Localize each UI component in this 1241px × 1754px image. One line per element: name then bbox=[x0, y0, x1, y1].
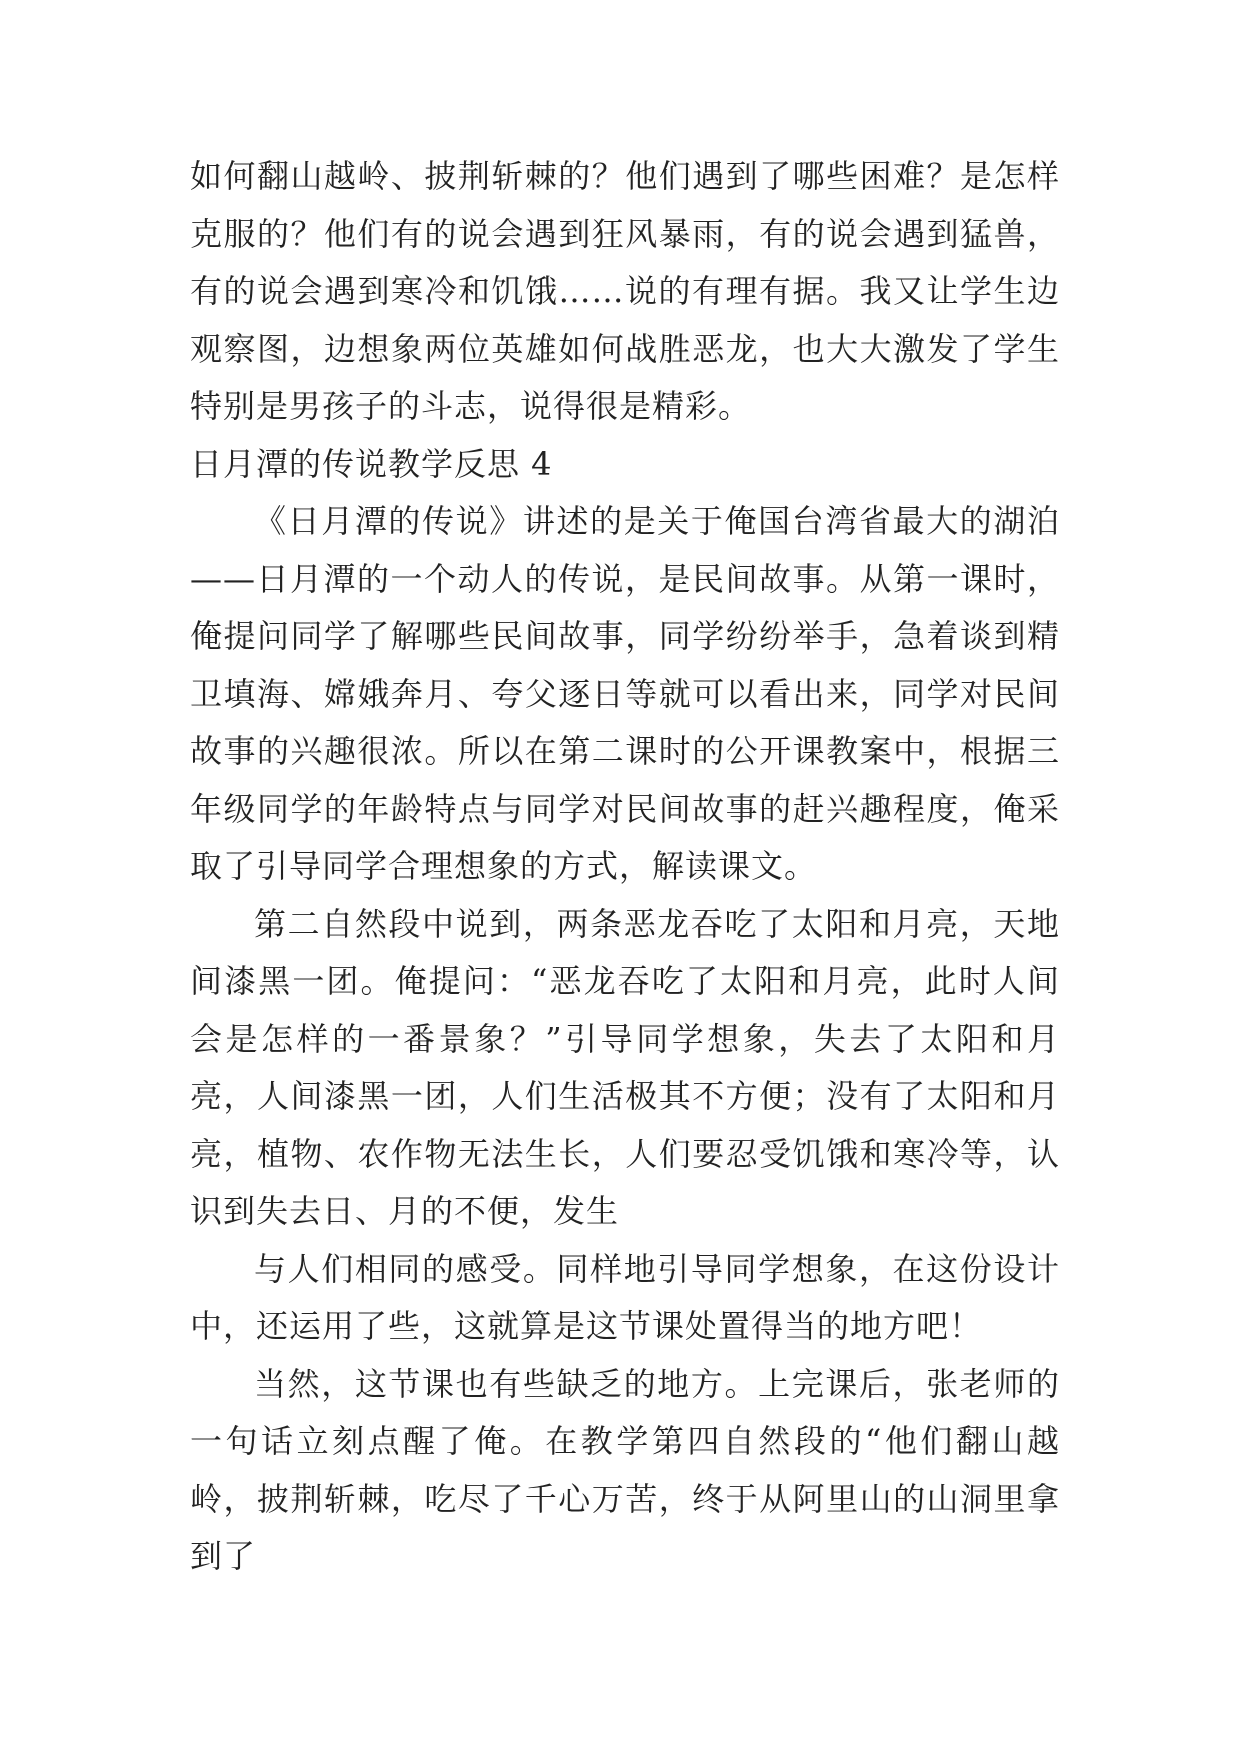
paragraph-continuation: 如何翻山越岭、披荆斩棘的？他们遇到了哪些困难？是怎样克服的？他们有的说会遇到狂风暴雨，有的说会遇到猛兽，有的说会遇到寒冷和饥饿……说的有理有据。我又让学生边观察图，边想象两位英雄如何战胜恶龙，也大大激发了学生特别是男孩子的斗志，说得很是精彩。 bbox=[190, 157, 1060, 425]
paragraph-shortcomings: 当然，这节课也有些缺乏的地方。上完课后，张老师的一句话立刻点醒了俺。在教学第四自然段的“他们翻山越岭，披荆斩棘，吃尽了千心万苦，终于从阿里山的山洞里拿到了 bbox=[190, 1364, 1060, 1575]
paragraph-feeling: 与人们相同的感受。同样地引导同学想象，在这份设计中，还运用了些，这就算是这节课处置得当的地方吧！ bbox=[190, 1249, 1060, 1345]
paragraph-second-section: 第二自然段中说到，两条恶龙吞吃了太阳和月亮，天地间漆黑一团。俺提问：“恶龙吞吃了太阳和月亮，此时人间会是怎样的一番景象？”引导同学想象，失去了太阳和月亮，人间漆黑一团，人们生活极其不方便；没有了太阳和月亮，植物、农作物无法生长，人们要忍受饥饿和寒冷等，认识到失去日、月的不便，发生 bbox=[190, 904, 1060, 1230]
paragraph-intro: 《日月潭的传说》讲述的是关于俺国台湾省最大的湖泊——日月潭的一个动人的传说，是民间故事。从第一课时，俺提问同学了解哪些民间故事，同学纷纷举手，急着谈到精卫填海、嫦娥奔月、夸父逐日等就可以看出来，同学对民间故事的兴趣很浓。所以在第二课时的公开课教案中，根据三年级同学的年龄特点与同学对民间故事的赶兴趣程度，俺采取了引导同学合理想象的方式，解读课文。 bbox=[190, 502, 1060, 885]
document-page bbox=[190, 148, 1060, 1586]
section-heading: 日月潭的传说教学反思 4 bbox=[190, 444, 553, 483]
